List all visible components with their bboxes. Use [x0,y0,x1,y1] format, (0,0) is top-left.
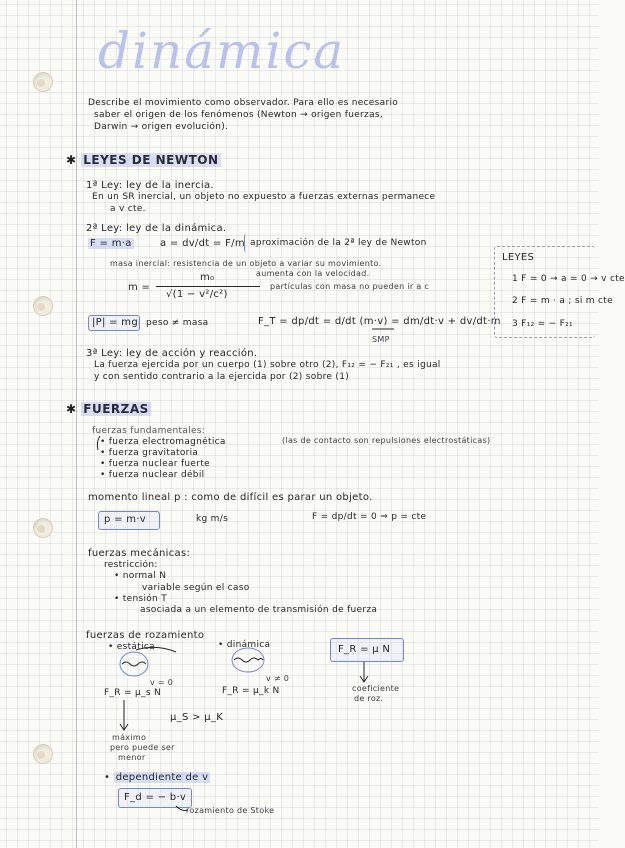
dynamic-velocity: v ≠ 0 [266,674,290,683]
law2-eq-2: a = dv/dt = F/m [160,238,245,249]
tension-label-text: tensión T [122,594,168,604]
dynamic-label: • dinámica [218,640,271,650]
fundamental-title: fuerzas fundamentales: [92,426,206,436]
restriction-title: restricción: [104,560,158,570]
leyes-summary-row-2: 2 F = m · a ; si m cte [512,296,613,306]
dynamic-label-text: dinámica [226,640,271,650]
normal-label: • normal N [114,571,167,581]
static-arrow-icon [136,647,176,652]
fundamental-item-4: • fuerza nuclear débil [100,470,205,480]
law2-note: aproximación de la 2ª ley de Newton [250,238,427,248]
static-label-text: estática [116,642,155,652]
momentum-title: momento lineal p : como de difícil es parar un objeto. [88,492,373,503]
fundamental-item-3: • fuerza nuclear fuerte [100,459,210,469]
fundamental-item-2: • fuerza gravitatoria [100,448,199,458]
intro-line-2: saber el origen de los fenómenos (Newton → origen fuerzas, [94,110,384,120]
law1-title: 1ª Ley: ley de la inercia. [86,180,214,191]
max-note-3: menor [118,753,146,762]
law2-mass-note: masa inercial: resistencia de un objeto a variar su movimiento. [110,259,382,268]
max-note-2: pero puede ser [110,743,175,752]
momentum-eq: p = m·v [104,514,147,525]
coef-note-2: de roz. [354,694,384,703]
weight-note: peso ≠ masa [146,318,209,328]
intro-line-3: Darwin → origen evolución). [94,122,229,132]
asterisk-icon: ✱ [66,402,77,416]
mass-eq-numerator: m₀ [200,272,215,283]
velocity-dependent: • dependiente de v [104,772,209,783]
page-title: dinámica [98,22,346,80]
mass-eq-denominator: √(1 − v²/c²) [166,289,228,300]
fundamental-item-2-text: fuerza gravitatoria [108,448,199,458]
static-velocity: v = 0 [150,678,174,687]
normal-note: variable según el caso [142,583,250,593]
drag-note: rozamiento de Stoke [186,806,275,815]
max-note-1: máximo [112,733,147,742]
fundamental-item-3-text: fuerza nuclear fuerte [108,459,210,469]
law1-text-2: a v cte. [110,204,146,214]
mu-compare: μ_S > μ_K [170,712,224,723]
law1-text-1: En un SR inercial, un objeto no expuesto a fuerzas externas permanece [92,192,436,202]
fundamental-item-1: • fuerza electromagnética [100,437,226,447]
static-eq: F_R = μ_s N [104,688,162,698]
drag-arrow-icon [176,806,188,811]
em-note: (las de contacto son repulsiones electrostáticas) [282,436,491,445]
dynamic-eq: F_R = μ_k N [222,686,280,696]
static-surface-circle-icon [120,652,148,676]
drag-eq: F_d = − b·v [124,792,187,803]
mechanical-title: fuerzas mecánicas: [88,548,191,559]
momentum-conservation: F = dp/dt = 0 ⇒ p = cte [312,512,427,522]
force-eq: F_T = dp/dt = d/dt (m·v) = dm/dt·v + dv/dt·m [258,316,501,327]
fundamental-item-1-text: fuerza electromagnética [108,437,226,447]
law3-text-1: La fuerza ejercida por un cuerpo (1) sobre otro (2), F₁₂ = − F₂₁ , es igual [94,360,441,370]
normal-label-text: normal N [122,571,167,581]
leyes-summary-row-3: 3 F₁₂ = − F₂₁ [512,319,573,329]
asterisk-icon: ✱ [66,153,77,167]
momentum-units: kg m/s [196,514,229,524]
weight-eq: |P| = mg [92,317,138,328]
dynamic-surface-circle-icon [232,648,264,672]
intro-line-1: Describe el movimiento como observador. Para ello es necesario [88,98,399,108]
static-wave-icon [122,662,146,666]
law3-title: 3ª Ley: ley de acción y reacción. [86,348,258,359]
leyes-summary-title: LEYES [502,252,535,263]
coef-note-1: coeficiente [352,684,400,693]
tension-note: asociada a un elemento de transmisión de fuerza [140,605,378,615]
leyes-summary-row-1: 1 F = 0 → a = 0 → v cte [512,274,625,284]
law2-eq-1-text: F = m·a [90,238,132,249]
dynamic-wave-icon [234,658,263,662]
tension-label: • tensión T [114,594,168,604]
brace-icon [97,436,100,450]
velocity-dependent-text: dependiente de v [115,772,209,783]
law3-text-2: y con sentido contrario a la ejercida por (2) sobre (1) [94,372,350,382]
mass-note-1: aumenta con la velocidad. [256,269,370,278]
force-eq-sub: SMP [372,335,390,344]
law2-title-text: 2ª Ley: ley de la dinámica. [86,223,227,234]
friction-eq: F_R = μ N [338,644,391,655]
mass-eq-lhs: m = [128,282,151,293]
static-label: • estática [108,642,155,652]
mass-note-2: partículas con masa no pueden ir a c [270,282,430,291]
section-heading-fuerzas-text: FUERZAS [83,402,149,416]
fundamental-item-4-text: fuerza nuclear débil [108,470,205,480]
friction-title: fuerzas de rozamiento [86,630,205,641]
section-heading-leyes-text: LEYES DE NEWTON [83,153,219,167]
